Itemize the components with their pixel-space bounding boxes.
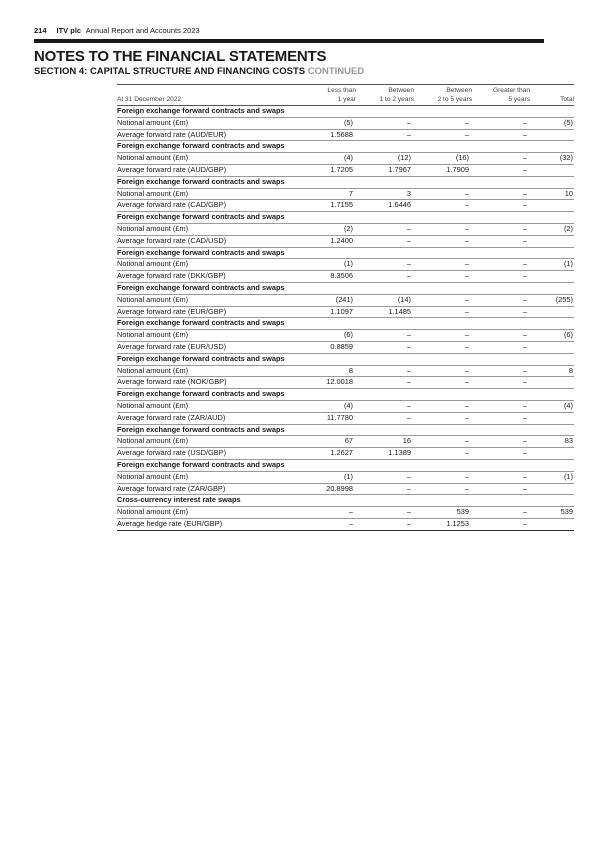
table-cell: – xyxy=(414,259,472,271)
table-cell: – xyxy=(472,341,530,353)
table-cell: 20.8998 xyxy=(298,483,356,495)
table-cell: – xyxy=(472,294,530,306)
company-name: ITV plc xyxy=(56,26,82,35)
table-cell xyxy=(530,306,574,318)
table-cell: – xyxy=(356,259,414,271)
table-cell: – xyxy=(472,448,530,460)
table-cell xyxy=(356,389,414,401)
table-cell xyxy=(472,212,530,224)
table-cell xyxy=(356,424,414,436)
table-cell: (16) xyxy=(414,153,472,165)
table-cell xyxy=(298,459,356,471)
table-cell: – xyxy=(472,223,530,235)
table-cell: 8 xyxy=(530,365,574,377)
row-label: Average forward rate (AUD/EUR) xyxy=(117,129,298,141)
table-cell xyxy=(414,353,472,365)
table-cell xyxy=(356,282,414,294)
table-cell: 1.2400 xyxy=(298,235,356,247)
table-cell xyxy=(298,106,356,118)
table-cell: – xyxy=(472,518,530,530)
table-cell: – xyxy=(414,330,472,342)
section-heading: Cross-currency interest rate swaps xyxy=(117,495,298,507)
row-label: Average forward rate (EUR/USD) xyxy=(117,341,298,353)
section-heading: Foreign exchange forward contracts and swaps xyxy=(117,459,298,471)
page-header xyxy=(34,26,200,35)
table-row xyxy=(117,223,574,235)
table-cell xyxy=(298,318,356,330)
table-cell: (6) xyxy=(530,330,574,342)
document-title: Annual Report and Accounts 2023 xyxy=(85,26,200,35)
table-cell: – xyxy=(472,330,530,342)
header-rule xyxy=(34,39,544,43)
table-cell xyxy=(298,247,356,259)
table-cell: 0.8859 xyxy=(298,341,356,353)
table-row xyxy=(117,365,574,377)
table-cell: – xyxy=(472,436,530,448)
table-cell: (4) xyxy=(298,400,356,412)
table-cell xyxy=(298,353,356,365)
table-cell: – xyxy=(298,518,356,530)
table-cell: – xyxy=(472,188,530,200)
table-cell xyxy=(530,448,574,460)
table-row xyxy=(117,259,574,271)
table-cell xyxy=(472,318,530,330)
table-cell: – xyxy=(356,471,414,483)
table-cell xyxy=(298,176,356,188)
table-cell: – xyxy=(414,117,472,129)
column-header: Less than 1 year xyxy=(298,85,356,106)
table-cell xyxy=(414,389,472,401)
table-header-row xyxy=(117,85,574,106)
table-cell xyxy=(530,235,574,247)
table-cell: – xyxy=(472,400,530,412)
table-cell: (6) xyxy=(298,330,356,342)
table-row xyxy=(117,507,574,519)
table-cell xyxy=(414,318,472,330)
table-cell: (2) xyxy=(530,223,574,235)
table-cell: (5) xyxy=(530,117,574,129)
table-cell: – xyxy=(414,436,472,448)
table-cell xyxy=(530,176,574,188)
table-cell xyxy=(530,424,574,436)
section-heading-row xyxy=(117,106,574,118)
table-cell: (1) xyxy=(298,259,356,271)
row-label: Notional amount (£m) xyxy=(117,507,298,519)
table-cell: – xyxy=(414,448,472,460)
table-cell xyxy=(530,164,574,176)
table-cell: 539 xyxy=(414,507,472,519)
table-row xyxy=(117,200,574,212)
table-cell: 1.5688 xyxy=(298,129,356,141)
row-label: Notional amount (£m) xyxy=(117,223,298,235)
table-cell: – xyxy=(472,306,530,318)
table-cell xyxy=(530,271,574,283)
table-cell: – xyxy=(472,129,530,141)
table-cell: – xyxy=(414,483,472,495)
table-cell xyxy=(356,318,414,330)
section-heading: Foreign exchange forward contracts and swaps xyxy=(117,176,298,188)
table-cell: (255) xyxy=(530,294,574,306)
table-cell xyxy=(298,424,356,436)
column-header: Between 1 to 2 years xyxy=(356,85,414,106)
continued-label: CONTINUED xyxy=(307,66,365,77)
table-cell xyxy=(530,353,574,365)
table-cell xyxy=(530,247,574,259)
table-cell xyxy=(298,495,356,507)
table-row xyxy=(117,330,574,342)
table-cell xyxy=(530,518,574,530)
section-heading: Foreign exchange forward contracts and swaps xyxy=(117,353,298,365)
table-cell xyxy=(530,341,574,353)
section-heading-row xyxy=(117,176,574,188)
table-cell: – xyxy=(356,377,414,389)
table-cell: – xyxy=(356,518,414,530)
table-cell: – xyxy=(472,365,530,377)
table-cell: 16 xyxy=(356,436,414,448)
table-cell xyxy=(530,129,574,141)
table-cell: – xyxy=(414,306,472,318)
table-cell xyxy=(356,459,414,471)
table-cell: 1.1389 xyxy=(356,448,414,460)
section-heading-row xyxy=(117,247,574,259)
table-cell xyxy=(530,282,574,294)
table-cell xyxy=(472,282,530,294)
table-cell: – xyxy=(414,341,472,353)
table-cell: – xyxy=(472,377,530,389)
table-cell: (32) xyxy=(530,153,574,165)
table-cell: – xyxy=(356,117,414,129)
table-cell: 67 xyxy=(298,436,356,448)
table-cell: – xyxy=(472,164,530,176)
table-cell: – xyxy=(356,235,414,247)
table-cell: – xyxy=(356,365,414,377)
section-subtitle xyxy=(34,66,364,77)
section-heading-row xyxy=(117,282,574,294)
table-cell xyxy=(298,389,356,401)
table-cell xyxy=(356,176,414,188)
table-cell xyxy=(356,141,414,153)
row-label: Notional amount (£m) xyxy=(117,188,298,200)
table-row xyxy=(117,129,574,141)
table-body xyxy=(117,106,574,531)
table-cell xyxy=(414,495,472,507)
section-heading-row xyxy=(117,495,574,507)
table-row xyxy=(117,117,574,129)
table-row xyxy=(117,483,574,495)
table-cell xyxy=(530,377,574,389)
table-cell xyxy=(530,106,574,118)
table-cell: – xyxy=(472,507,530,519)
table-row xyxy=(117,448,574,460)
table-cell: – xyxy=(472,483,530,495)
table-cell: 11.7780 xyxy=(298,412,356,424)
date-label: At 31 December 2022 xyxy=(117,85,298,106)
table-cell: – xyxy=(472,200,530,212)
table-cell xyxy=(530,212,574,224)
table-cell: – xyxy=(356,341,414,353)
table-cell: 10 xyxy=(530,188,574,200)
table-cell: 1.6446 xyxy=(356,200,414,212)
table-cell: 12.0018 xyxy=(298,377,356,389)
table-cell: 539 xyxy=(530,507,574,519)
table-cell: – xyxy=(298,507,356,519)
section-heading-row xyxy=(117,212,574,224)
table-row xyxy=(117,436,574,448)
table-cell xyxy=(356,495,414,507)
table-cell xyxy=(472,176,530,188)
column-header: Between 2 to 5 years xyxy=(414,85,472,106)
table-cell xyxy=(414,282,472,294)
table-cell xyxy=(472,459,530,471)
table-cell: – xyxy=(356,400,414,412)
table-cell: (4) xyxy=(530,400,574,412)
row-label: Notional amount (£m) xyxy=(117,294,298,306)
table-row xyxy=(117,341,574,353)
table-row xyxy=(117,235,574,247)
table-cell: 1.7205 xyxy=(298,164,356,176)
section-heading: Foreign exchange forward contracts and swaps xyxy=(117,247,298,259)
table-cell: (5) xyxy=(298,117,356,129)
table-cell xyxy=(530,200,574,212)
section-heading: Foreign exchange forward contracts and swaps xyxy=(117,141,298,153)
table-row xyxy=(117,306,574,318)
table-cell: (14) xyxy=(356,294,414,306)
table-cell: – xyxy=(472,412,530,424)
row-label: Average forward rate (CAD/GBP) xyxy=(117,200,298,212)
row-label: Notional amount (£m) xyxy=(117,259,298,271)
table-cell xyxy=(530,318,574,330)
table-cell xyxy=(298,212,356,224)
table-cell xyxy=(298,282,356,294)
section-heading: Foreign exchange forward contracts and swaps xyxy=(117,389,298,401)
table-cell: – xyxy=(472,271,530,283)
section-heading-row xyxy=(117,318,574,330)
table-cell xyxy=(530,459,574,471)
page-number: 214 xyxy=(34,26,47,35)
table-row xyxy=(117,294,574,306)
table-cell xyxy=(472,247,530,259)
table-cell xyxy=(530,141,574,153)
section-heading-row xyxy=(117,389,574,401)
table-cell: (12) xyxy=(356,153,414,165)
table-cell xyxy=(530,483,574,495)
table-cell: (241) xyxy=(298,294,356,306)
row-label: Average forward rate (CAD/USD) xyxy=(117,235,298,247)
table-cell xyxy=(472,424,530,436)
table-cell xyxy=(414,212,472,224)
table-cell: – xyxy=(356,223,414,235)
row-label: Notional amount (£m) xyxy=(117,400,298,412)
table-cell: (1) xyxy=(530,259,574,271)
table-cell xyxy=(356,106,414,118)
row-label: Notional amount (£m) xyxy=(117,436,298,448)
table-cell: – xyxy=(414,223,472,235)
table-cell: – xyxy=(356,330,414,342)
table-cell: 7 xyxy=(298,188,356,200)
table-cell xyxy=(414,424,472,436)
row-label: Average forward rate (ZAR/AUD) xyxy=(117,412,298,424)
section-heading: Foreign exchange forward contracts and swaps xyxy=(117,106,298,118)
table-cell: 8.3506 xyxy=(298,271,356,283)
table-cell: 1.1485 xyxy=(356,306,414,318)
table-row xyxy=(117,377,574,389)
table-cell: – xyxy=(414,129,472,141)
table-cell: – xyxy=(414,377,472,389)
table-cell: – xyxy=(356,271,414,283)
table-cell: – xyxy=(414,400,472,412)
table-cell xyxy=(530,389,574,401)
row-label: Average forward rate (AUD/GBP) xyxy=(117,164,298,176)
table-cell: – xyxy=(356,507,414,519)
table-row xyxy=(117,164,574,176)
table-cell xyxy=(472,389,530,401)
table-cell: – xyxy=(414,200,472,212)
table-cell xyxy=(530,412,574,424)
table-cell: 1.2627 xyxy=(298,448,356,460)
table-cell: 83 xyxy=(530,436,574,448)
table-cell xyxy=(414,247,472,259)
table-cell: – xyxy=(356,483,414,495)
section-heading-row xyxy=(117,424,574,436)
table-cell xyxy=(414,141,472,153)
table-cell xyxy=(414,106,472,118)
table-cell xyxy=(298,141,356,153)
table-cell: – xyxy=(472,259,530,271)
table-cell: – xyxy=(472,235,530,247)
row-label: Average forward rate (DKK/GBP) xyxy=(117,271,298,283)
table-cell xyxy=(356,353,414,365)
table-row xyxy=(117,412,574,424)
table-row xyxy=(117,188,574,200)
table-cell: – xyxy=(472,117,530,129)
row-label: Notional amount (£m) xyxy=(117,117,298,129)
table-cell: (2) xyxy=(298,223,356,235)
row-label: Notional amount (£m) xyxy=(117,365,298,377)
table-row xyxy=(117,153,574,165)
table-cell: (1) xyxy=(530,471,574,483)
column-header: Greater than 5 years xyxy=(472,85,530,106)
table-row xyxy=(117,400,574,412)
table-cell xyxy=(472,495,530,507)
section-heading: Foreign exchange forward contracts and swaps xyxy=(117,424,298,436)
table-cell xyxy=(414,459,472,471)
row-label: Average forward rate (USD/GBP) xyxy=(117,448,298,460)
section-heading-row xyxy=(117,353,574,365)
table-cell: 1.7155 xyxy=(298,200,356,212)
table-cell: – xyxy=(414,271,472,283)
page-title: NOTES TO THE FINANCIAL STATEMENTS xyxy=(34,48,327,65)
table-cell xyxy=(472,106,530,118)
table-row xyxy=(117,271,574,283)
table-cell: – xyxy=(414,471,472,483)
row-label: Average forward rate (ZAR/GBP) xyxy=(117,483,298,495)
derivatives-maturity-table xyxy=(117,84,574,531)
section-heading-row xyxy=(117,141,574,153)
section-title: SECTION 4: CAPITAL STRUCTURE AND FINANCING COSTS xyxy=(34,66,306,77)
row-label: Average forward rate (NOK/GBP) xyxy=(117,377,298,389)
table-cell: – xyxy=(414,294,472,306)
table-cell xyxy=(472,353,530,365)
table-cell xyxy=(472,141,530,153)
table-cell: – xyxy=(414,188,472,200)
table-cell: 1.1097 xyxy=(298,306,356,318)
row-label: Average forward rate (EUR/GBP) xyxy=(117,306,298,318)
table-cell xyxy=(356,247,414,259)
table-row xyxy=(117,471,574,483)
table-cell: 1.1253 xyxy=(414,518,472,530)
table-cell: – xyxy=(414,412,472,424)
table-cell: – xyxy=(356,129,414,141)
table-cell: – xyxy=(356,412,414,424)
section-heading: Foreign exchange forward contracts and swaps xyxy=(117,282,298,294)
table-cell: 3 xyxy=(356,188,414,200)
row-label: Notional amount (£m) xyxy=(117,153,298,165)
table-cell: – xyxy=(472,153,530,165)
table-cell: 8 xyxy=(298,365,356,377)
row-label: Average hedge rate (EUR/GBP) xyxy=(117,518,298,530)
table-cell: (4) xyxy=(298,153,356,165)
section-heading-row xyxy=(117,459,574,471)
table-cell: 1.7967 xyxy=(356,164,414,176)
table-cell: – xyxy=(472,471,530,483)
table-cell: – xyxy=(414,235,472,247)
table-cell xyxy=(356,212,414,224)
column-header: Total xyxy=(530,85,574,106)
row-label: Notional amount (£m) xyxy=(117,471,298,483)
table-cell xyxy=(530,495,574,507)
table-cell: (1) xyxy=(298,471,356,483)
table-row xyxy=(117,518,574,530)
section-heading: Foreign exchange forward contracts and swaps xyxy=(117,212,298,224)
section-heading: Foreign exchange forward contracts and swaps xyxy=(117,318,298,330)
row-label: Notional amount (£m) xyxy=(117,330,298,342)
table-cell: 1.7909 xyxy=(414,164,472,176)
table-cell: – xyxy=(414,365,472,377)
table-cell xyxy=(414,176,472,188)
